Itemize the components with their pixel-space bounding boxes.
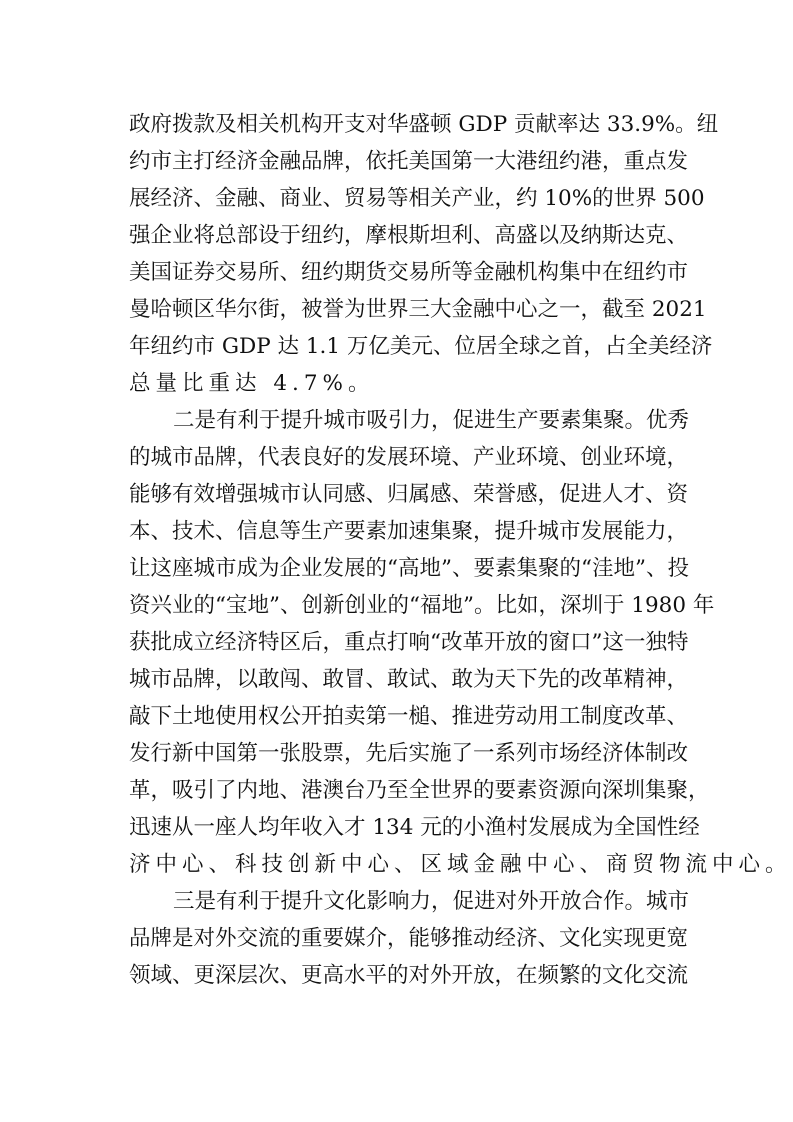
text-line: 迅速从一座人均年收入才 134 元的小渔村发展成为全国性经 — [129, 815, 700, 840]
text-line: 美国证券交易所、纽约期货交易所等金融机构集中在纽约市 — [129, 260, 689, 285]
text-line: 总量比重达 4.7%。 — [129, 371, 375, 396]
paragraph-1 — [129, 106, 719, 402]
text-line: 政府拨款及相关机构开支对华盛顿 GDP 贡献率达 33.9%。纽 — [129, 112, 719, 137]
text-line: 本、技术、信息等生产要素加速集聚，提升城市发展能力， — [129, 519, 689, 544]
text-line: 济中心、科技创新中心、区域金融中心、商贸物流中心。 — [129, 852, 792, 877]
text-line: 曼哈顿区华尔街，被誉为世界三大金融中心之一，截至 2021 — [129, 297, 707, 322]
text-line: 展经济、金融、商业、贸易等相关产业，约 10%的世界 500 — [129, 186, 705, 211]
text-line: 二是有利于提升城市吸引力，促进生产要素集聚。优秀 — [173, 408, 690, 433]
text-line: 革，吸引了内地、港澳台乃至全世界的要素资源向深圳集聚， — [129, 778, 710, 803]
text-line: 能够有效增强城市认同感、归属感、荣誉感，促进人才、资 — [129, 482, 689, 507]
text-line: 约市主打经济金融品牌，依托美国第一大港纽约港，重点发 — [129, 149, 689, 174]
text-line: 的城市品牌，代表良好的发展环境、产业环境、创业环境， — [129, 445, 689, 470]
text-line: 强企业将总部设于纽约，摩根斯坦利、高盛以及纳斯达克、 — [129, 223, 689, 248]
text-line: 敲下土地使用权公开拍卖第一槌、推进劳动用工制度改革、 — [129, 704, 689, 729]
paragraph-3 — [129, 883, 690, 994]
text-line: 领域、更深层次、更高水平的对外开放，在频繁的文化交流 — [129, 963, 689, 988]
text-line: 三是有利于提升文化影响力，促进对外开放合作。城市 — [173, 889, 690, 914]
text-line: 城市品牌，以敢闯、敢冒、敢试、敢为天下先的改革精神， — [129, 667, 689, 692]
text-line: 资兴业的“宝地”、创新创业的“福地”。比如，深圳于 1980 年 — [129, 593, 715, 618]
text-line: 让这座城市成为企业发展的“高地”、要素集聚的“洼地”、投 — [129, 556, 689, 581]
text-line: 年纽约市 GDP 达 1.1 万亿美元、位居全球之首，占全美经济 — [129, 334, 713, 359]
text-line: 品牌是对外交流的重要媒介，能够推动经济、文化实现更宽 — [129, 926, 689, 951]
text-line: 获批成立经济特区后，重点打响“改革开放的窗口”这一独特 — [129, 630, 689, 655]
paragraph-2 — [129, 402, 792, 883]
text-line: 发行新中国第一张股票，先后实施了一系列市场经济体制改 — [129, 741, 689, 766]
document-page — [129, 106, 792, 994]
